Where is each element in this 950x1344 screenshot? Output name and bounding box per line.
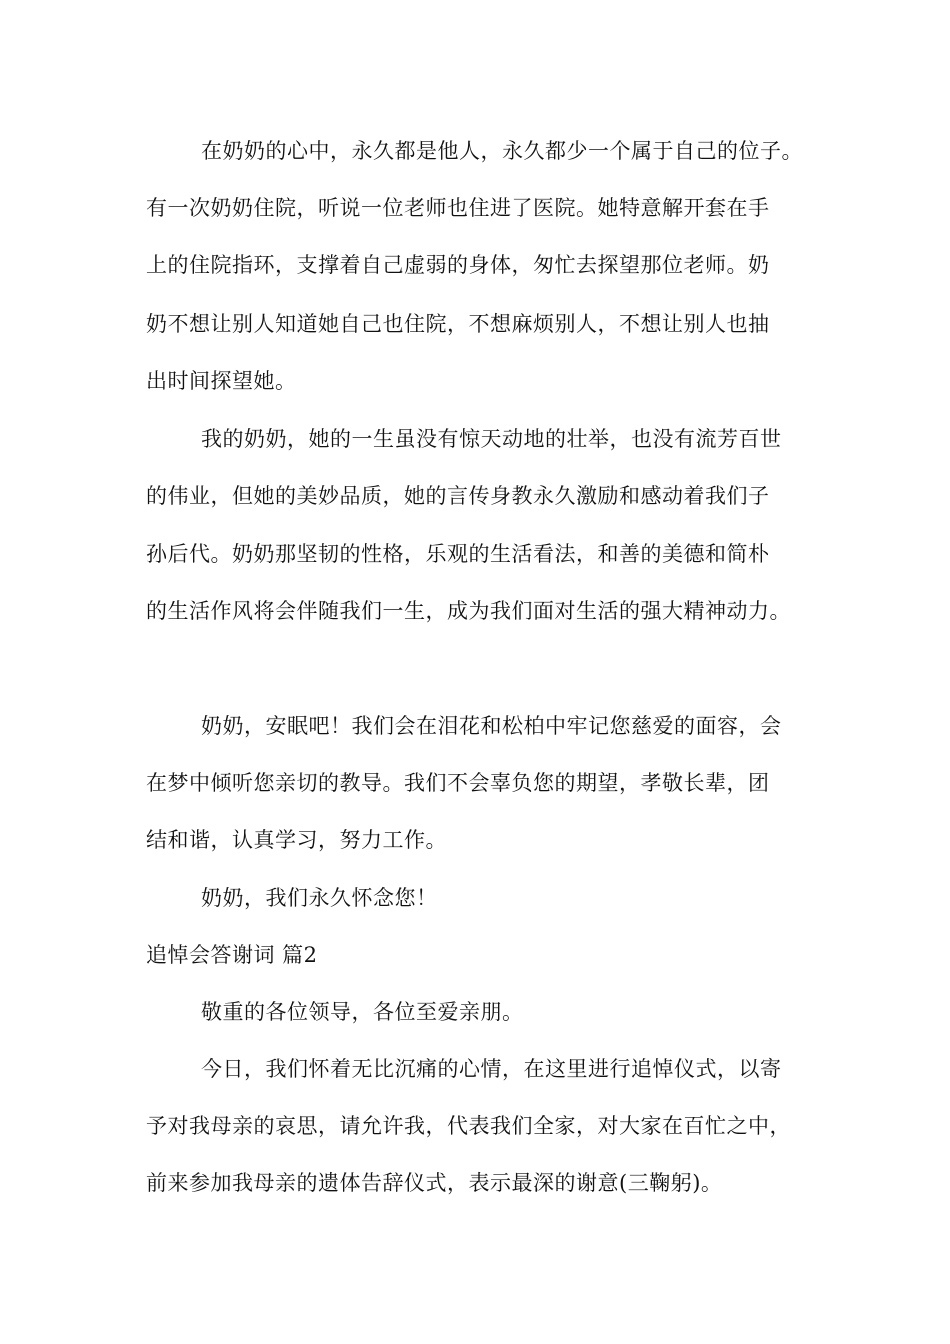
paragraph-line: 的生活作风将会伴随我们一生，成为我们面对生活的强大精神动力。	[146, 599, 791, 623]
paragraph-line: 在梦中倾听您亲切的教导。我们不会辜负您的期望，孝敬长辈，团	[146, 771, 770, 795]
paragraph-line: 予对我母亲的哀思，请允许我，代表我们全家，对大家在百忙之中，	[146, 1114, 791, 1138]
paragraph-line: 孙后代。奶奶那坚韧的性格，乐观的生活看法，和善的美德和简朴	[146, 542, 770, 566]
paragraph-line: 奶不想让别人知道她自己也住院，不想麻烦别人，不想让别人也抽	[146, 312, 770, 336]
paragraph-line: 奶奶，安眠吧！我们会在泪花和松柏中牢记您慈爱的面容，会	[201, 714, 782, 738]
paragraph-line: 结和谐，认真学习，努力工作。	[146, 828, 447, 852]
paragraph-line: 出时间探望她。	[146, 369, 297, 393]
paragraph-line: 敬重的各位领导，各位至爱亲朋。	[201, 1000, 524, 1024]
paragraph-line: 的伟业，但她的美妙品质，她的言传身教永久激励和感动着我们子	[146, 484, 770, 508]
paragraph-line: 奶奶，我们永久怀念您！	[201, 886, 438, 910]
paragraph-line: 前来参加我母亲的遗体告辞仪式，表示最深的谢意(三鞠躬)。	[146, 1171, 723, 1195]
paragraph-line: 在奶奶的心中，永久都是他人，永久都少一个属于自己的位子。	[201, 139, 803, 163]
paragraph-line: 上的住院指环，支撑着自己虚弱的身体，匆忙去探望那位老师。奶	[146, 253, 770, 277]
paragraph-line: 今日，我们怀着无比沉痛的心情，在这里进行追悼仪式，以寄	[201, 1057, 782, 1081]
paragraph-line: 我的奶奶，她的一生虽没有惊天动地的壮举，也没有流芳百世	[201, 427, 782, 451]
paragraph-line: 有一次奶奶住院，听说一位老师也住进了医院。她特意解开套在手	[146, 196, 770, 220]
section-heading: 追悼会答谢词 篇2	[146, 943, 318, 967]
